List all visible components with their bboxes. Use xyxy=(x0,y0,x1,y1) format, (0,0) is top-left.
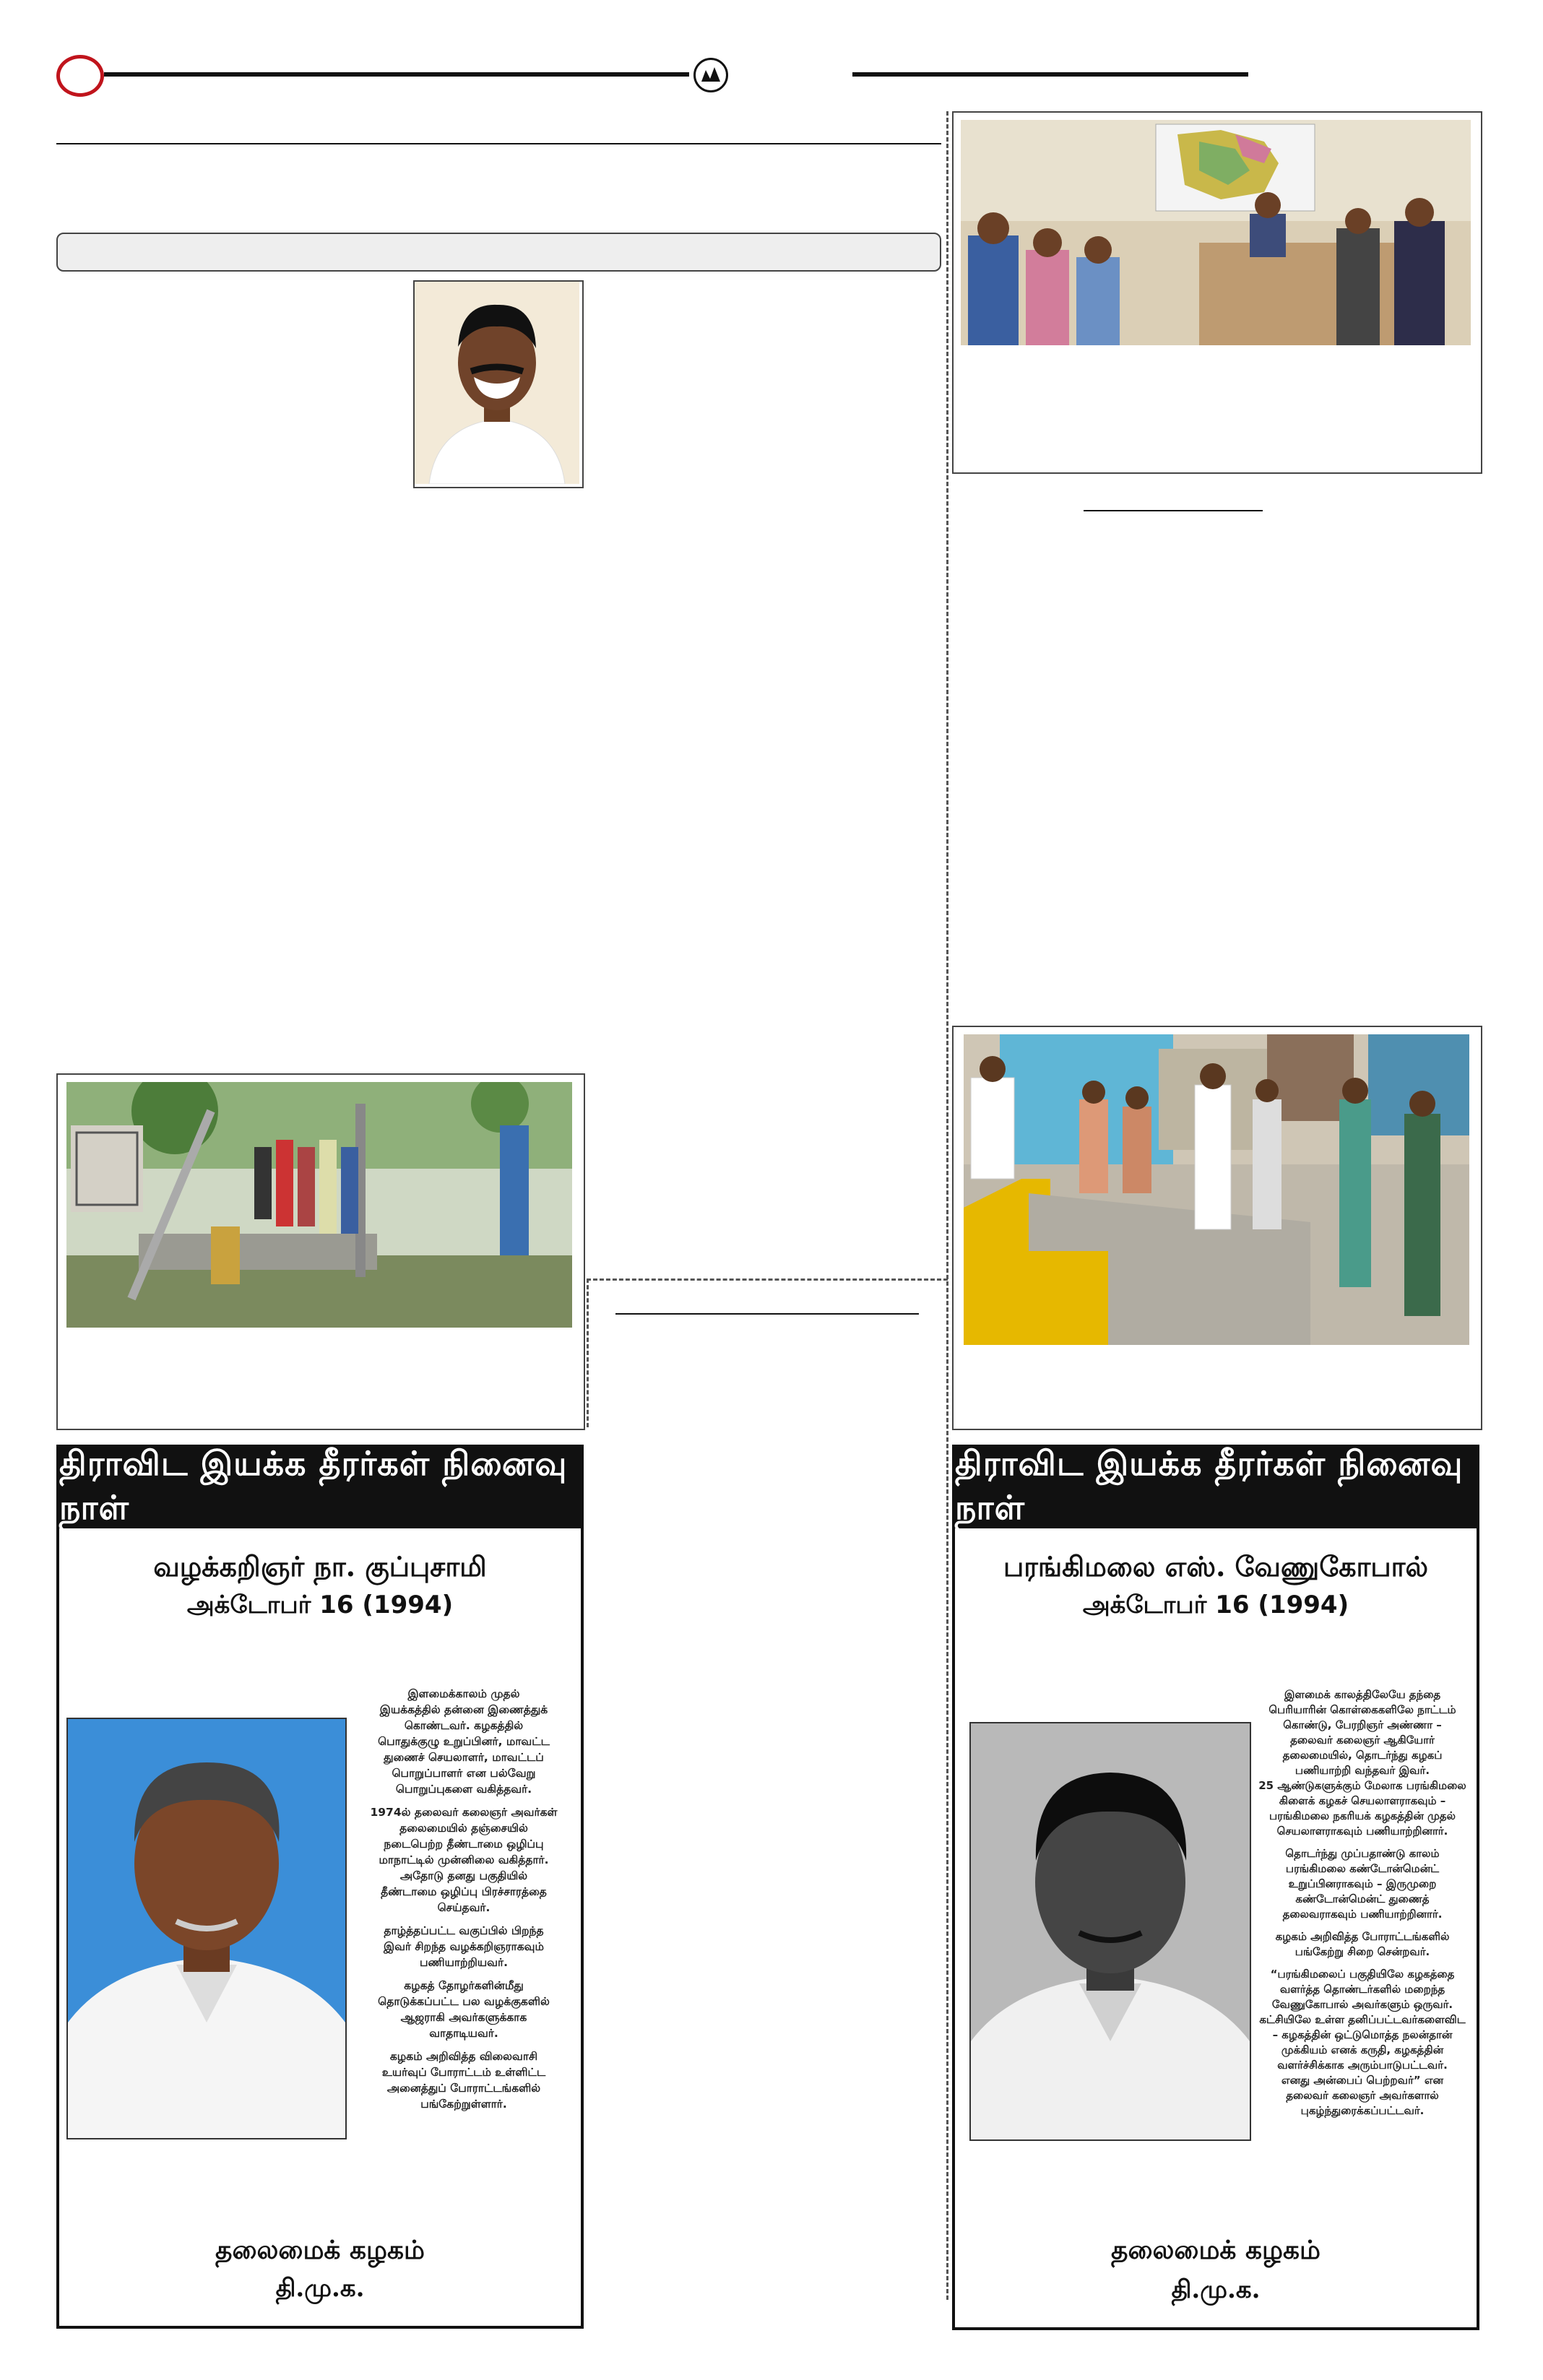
bio-paragraph: கழகம் அறிவித்த போராட்டங்களில் பங்கேற்று சிறை சென்றவர். xyxy=(1275,1930,1450,1958)
tribute-footer-party: தி.மு.க. xyxy=(1171,2275,1261,2304)
tribute-date: அக்டோபர் 16 (1994) xyxy=(186,1591,454,1619)
bio-paragraph: கழகத் தோழர்களின்மீது தொடுக்கப்பட்ட பல வழக்குகளில் ஆஜராகி அவர்களுக்காக வாதாடியவர். xyxy=(378,1979,550,2040)
tribute-box-venugopal xyxy=(952,1445,1479,2330)
column-separator xyxy=(946,111,948,2300)
inner-separator-v xyxy=(587,1278,589,1427)
right-column-divider xyxy=(1084,510,1263,511)
officials-meeting-photo xyxy=(961,120,1471,345)
mid-column-rule xyxy=(615,1313,919,1315)
tribute-name: வழக்கறிஞர் நா. குப்புசாமி xyxy=(153,1550,487,1583)
drain-photo-box xyxy=(56,1073,585,1430)
bio-paragraph: 1974ல் தலைவர் கலைஞர் அவர்கள் தலைமையில் தஞ்சையில் நடைபெற்ற தீண்டாமை ஒழிப்பு மாநாட்டில் முன்னிலை வகித்தார். அதோடு தனது பகுதியில் தீண்டாமை ஒழிப்பு பிரச்சாரத்தை செய்தவர். xyxy=(370,1806,558,1914)
bio-paragraph: இளமைக் காலத்திலேயே தந்தை பெரியாரின் கொள்கைகளிலே நாட்டம் கொண்டு, பேரறிஞர் அண்ணா – தலைவர் கலைஞர் ஆகியோர் தலைமையில், தொடர்ந்து கழகப் பணியாற்றி வந்தவர் இவர். 25 ஆண்டுகளுக்கும் மேலாக பரங்கிமலை கிளைக் கழகச் செயலாளராகவும் – பரங்கிமலை நகரியக் கழகத்தின் முதல் செயலாளராகவும் பணியாற்றினார். xyxy=(1258,1688,1466,1838)
portrait-top xyxy=(413,280,584,488)
headline-bar xyxy=(56,233,941,272)
tribute-footer-org: தலைமைக் கழகம் xyxy=(1111,2235,1321,2265)
party-symbol-icon xyxy=(693,58,728,92)
tribute-footer-party: தி.மு.க. xyxy=(275,2274,365,2303)
tribute-date: அக்டோபர் 16 (1994) xyxy=(1082,1591,1349,1619)
masthead-underline xyxy=(56,143,941,144)
tribute-footer-org: தலைமைக் கழகம் xyxy=(215,2235,425,2265)
tribute-portrait-color xyxy=(66,1718,347,2139)
tribute-bio xyxy=(348,1686,579,2119)
inner-separator-h xyxy=(587,1278,948,1281)
tribute-heading: திராவிட இயக்க தீரர்கள் நினைவு நாள் xyxy=(59,1448,581,1528)
bio-paragraph: தாழ்த்தப்பட்ட வகுப்பில் பிறந்த இவர் சிறந்த வழக்கறிஞராகவும் பணியாற்றியவர். xyxy=(384,1924,544,1969)
meeting-photo-box xyxy=(952,111,1482,474)
tribute-portrait-bw xyxy=(969,1722,1251,2141)
bio-paragraph: தொடர்ந்து முப்பதாண்டு காலம் பரங்கிமலை கண்டோன்மென்ட் உறுப்பினராகவும் – இருமுறை கண்டோன்மென்ட் துணைத் தலைவராகவும் பணியாற்றினார். xyxy=(1282,1847,1443,1921)
tribute-name: பரங்கிமலை எஸ். வேணுகோபால் xyxy=(1003,1550,1429,1583)
bulldozer-site-inspection-photo xyxy=(964,1034,1469,1345)
masthead-rule-left xyxy=(104,72,689,77)
drain-inspection-photo xyxy=(66,1082,572,1328)
bio-paragraph: கழகம் அறிவித்த விலைவாசி உயர்வுப் போராட்டம் உள்ளிட்ட அனைத்துப் போராட்டங்களில் பங்கேற்றுள்ளார். xyxy=(381,2050,546,2111)
tribute-heading: திராவிட இயக்க தீரர்கள் நினைவு நாள் xyxy=(955,1448,1477,1528)
bio-paragraph: இளமைக்காலம் முதல் இயக்கத்தில் தன்னை இணைத்துக் கொண்டவர். கழகத்தில் பொதுக்குழு உறுப்பினர், மாவட்ட துணைச் செயலாளர், மாவட்டப் பொறுப்பாளர் என பல்வேறு பொறுப்புகளை வகித்தவர். xyxy=(378,1687,550,1796)
tribute-box-kuppusamy xyxy=(56,1445,584,2329)
bio-paragraph: “பரங்கிமலைப் பகுதியிலே கழகத்தை வளர்த்த தொண்டர்களில் மறைந்த வேணுகோபால் அவர்களும் ஒருவர். கட்சியிலே உள்ள தனிப்பட்டவர்களைவிட – கழகத்தின் ஒட்டுமொத்த நலன்தான் முக்கியம் எனக் கருதி, கழகத்தின் வளர்ச்சிக்காக அரும்பாடுபட்டவர். எனது அன்பைப் பெற்றவர்” என தலைவர் கலைஞர் அவர்களால் புகழ்ந்துரைக்கப்பட்டவர். xyxy=(1259,1968,1466,2117)
masthead-rule-right xyxy=(852,72,1248,77)
bulldozer-photo-box xyxy=(952,1026,1482,1430)
tribute-bio xyxy=(1248,1687,1477,2126)
page-badge-circle xyxy=(56,55,104,97)
